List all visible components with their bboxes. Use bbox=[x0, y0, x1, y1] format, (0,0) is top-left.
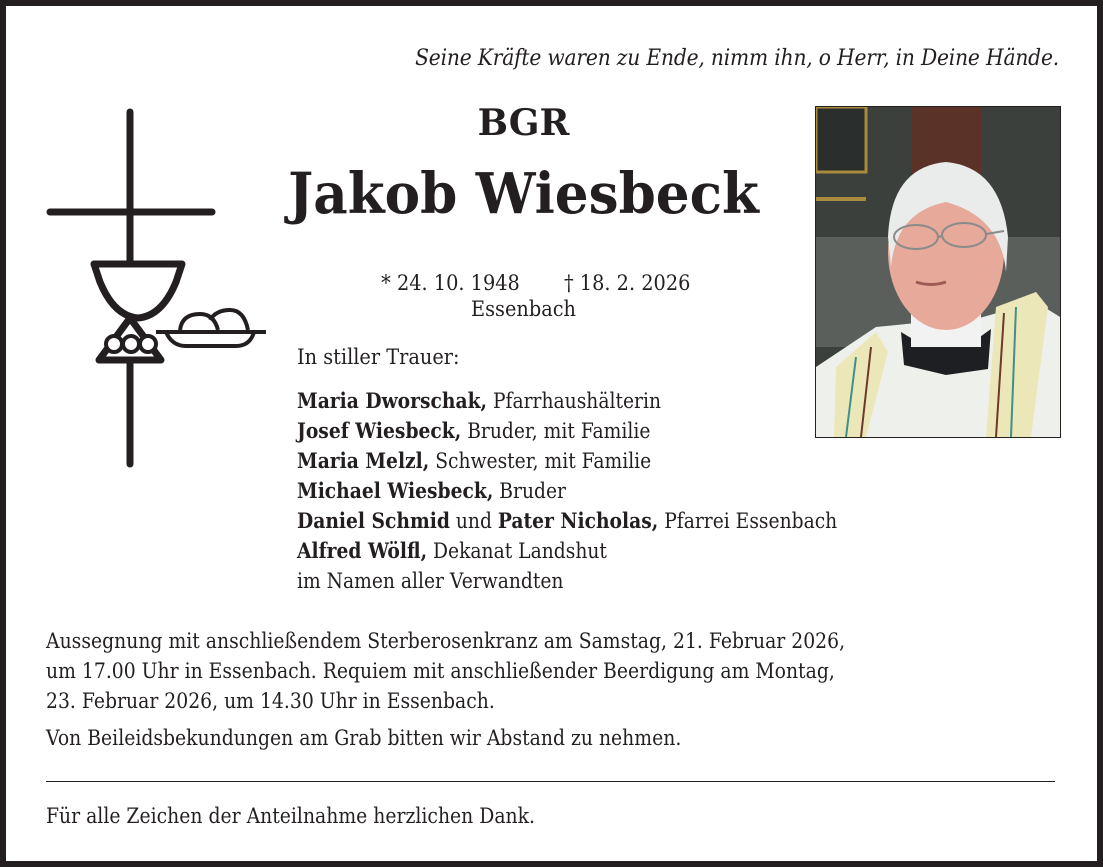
mourners-closing: im Namen aller Verwandten bbox=[297, 569, 564, 593]
mourner-name: Daniel Schmid bbox=[297, 508, 450, 533]
obituary-notice bbox=[6, 6, 1097, 861]
mourner-relation: Bruder, mit Familie bbox=[461, 419, 651, 443]
mourner-name: Maria Dworschak, bbox=[297, 388, 488, 413]
mourner-name: Alfred Wölfl, bbox=[297, 538, 428, 563]
title-abbreviation: BGR bbox=[477, 102, 570, 144]
mourner-relation: Dekanat Landshut bbox=[427, 539, 607, 563]
thanks-note: Für alle Zeichen der Anteilnahme herzlichen Dank. bbox=[46, 804, 535, 828]
list-item bbox=[297, 536, 837, 566]
mourner-relation: Pfarrei Essenbach bbox=[658, 509, 838, 533]
mourner-name: Josef Wiesbeck, bbox=[297, 418, 462, 443]
mourner-name: Maria Melzl, bbox=[297, 448, 430, 473]
cross-chalice-bread-icon bbox=[44, 106, 274, 476]
motto: Seine Kräfte waren zu Ende, nimm ihn, o Herr, in Deine Hände. bbox=[415, 46, 1059, 71]
list-item bbox=[297, 506, 837, 536]
birth-date: * 24. 10. 1948 bbox=[381, 271, 520, 295]
list-item bbox=[297, 446, 837, 476]
divider bbox=[46, 781, 1055, 782]
service-line: 23. Februar 2026, um 14.30 Uhr in Essenbach. bbox=[46, 689, 495, 713]
deceased-name: Jakob Wiesbeck bbox=[288, 161, 759, 227]
mourner-connector: und bbox=[449, 509, 498, 533]
mourners-list bbox=[297, 386, 837, 596]
service-line: um 17.00 Uhr in Essenbach. Requiem mit anschließender Beerdigung am Montag, bbox=[46, 659, 835, 683]
portrait-photo bbox=[815, 106, 1061, 438]
mourner-name: Pater Nicholas, bbox=[497, 508, 659, 533]
mourners-intro: In stiller Trauer: bbox=[297, 345, 460, 369]
condolence-note: Von Beileidsbekundungen am Grab bitten wir Abstand zu nehmen. bbox=[46, 726, 682, 750]
mourner-name: Michael Wiesbeck, bbox=[297, 478, 494, 503]
list-item bbox=[297, 416, 837, 446]
death-date: † 18. 2. 2026 bbox=[564, 271, 691, 295]
service-info bbox=[46, 626, 954, 716]
service-details bbox=[46, 626, 954, 753]
service-line: Aussegnung mit anschließendem Sterberosenkranz am Samstag, 21. Februar 2026, bbox=[46, 629, 846, 653]
mourner-relation: Pfarrhaushälterin bbox=[487, 389, 661, 413]
list-item bbox=[297, 476, 837, 506]
mourner-relation: Schwester, mit Familie bbox=[429, 449, 652, 473]
mourner-relation: Bruder bbox=[493, 479, 566, 503]
list-item bbox=[297, 386, 837, 416]
place: Essenbach bbox=[471, 297, 576, 321]
